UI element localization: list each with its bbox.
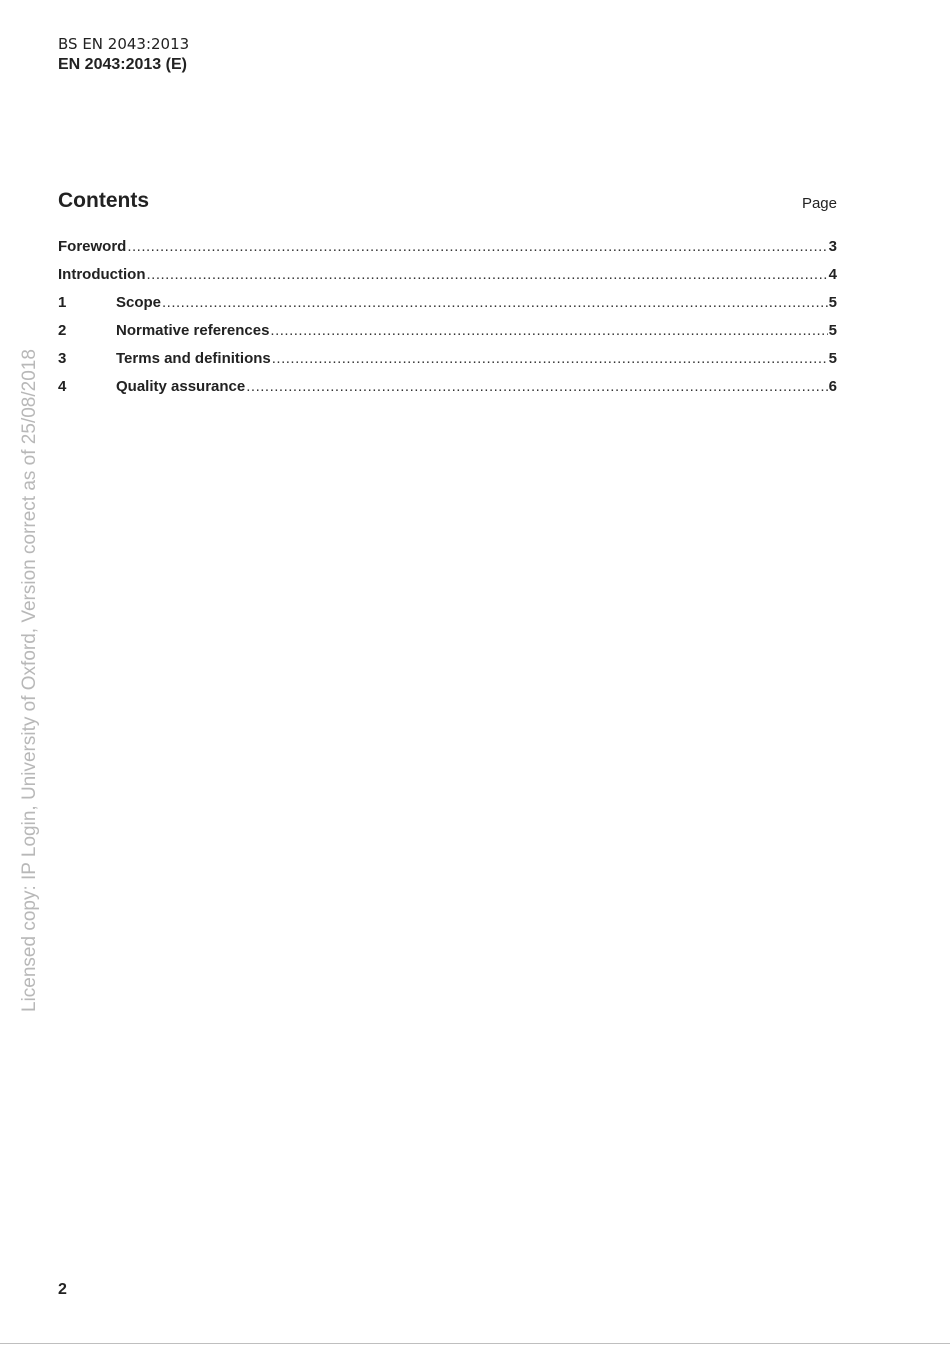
toc-entry-title: Quality assurance [116, 378, 246, 395]
toc-entry-page: 3 [828, 238, 837, 255]
toc-entry-title: Normative references [116, 322, 270, 339]
toc-entry-number: 2 [58, 322, 67, 339]
toc-dot-leader [127, 238, 827, 255]
table-of-contents [58, 238, 837, 406]
toc-dot-leader [162, 294, 828, 311]
toc-entry-scope[interactable] [58, 294, 837, 322]
header-bs-en-number: BS EN 2043:2013 [58, 35, 190, 53]
toc-entry-number: 3 [58, 350, 67, 367]
toc-entry-title: Foreword [58, 238, 127, 255]
toc-entry-number: 4 [58, 378, 67, 395]
toc-entry-number: 1 [58, 294, 67, 311]
toc-dot-leader [146, 266, 827, 283]
toc-entry-page: 4 [828, 266, 837, 283]
license-watermark: Licensed copy: IP Login, University of Oxford, Version correct as of 25/08/2018 [19, 349, 40, 1012]
header-en-number: EN 2043:2013 (E) [58, 56, 187, 73]
page-column-label: Page [801, 195, 837, 212]
toc-entry-quality-assurance[interactable] [58, 378, 837, 406]
toc-entry-title: Terms and definitions [116, 350, 271, 367]
toc-entry-page: 5 [828, 350, 837, 367]
toc-dot-leader [246, 378, 827, 395]
toc-entry-introduction[interactable] [58, 266, 837, 294]
toc-dot-leader [272, 350, 828, 367]
toc-entry-title: Scope [116, 294, 162, 311]
toc-entry-foreword[interactable] [58, 238, 837, 266]
toc-entry-terms-and-definitions[interactable] [58, 350, 837, 378]
page-number: 2 [58, 1281, 67, 1298]
page-bottom-edge [0, 1343, 950, 1344]
toc-entry-page: 6 [828, 378, 837, 395]
toc-entry-normative-references[interactable] [58, 322, 837, 350]
toc-dot-leader [270, 322, 827, 339]
toc-entry-page: 5 [828, 322, 837, 339]
contents-heading: Contents [58, 189, 149, 212]
toc-entry-page: 5 [828, 294, 837, 311]
toc-entry-title: Introduction [58, 266, 146, 283]
